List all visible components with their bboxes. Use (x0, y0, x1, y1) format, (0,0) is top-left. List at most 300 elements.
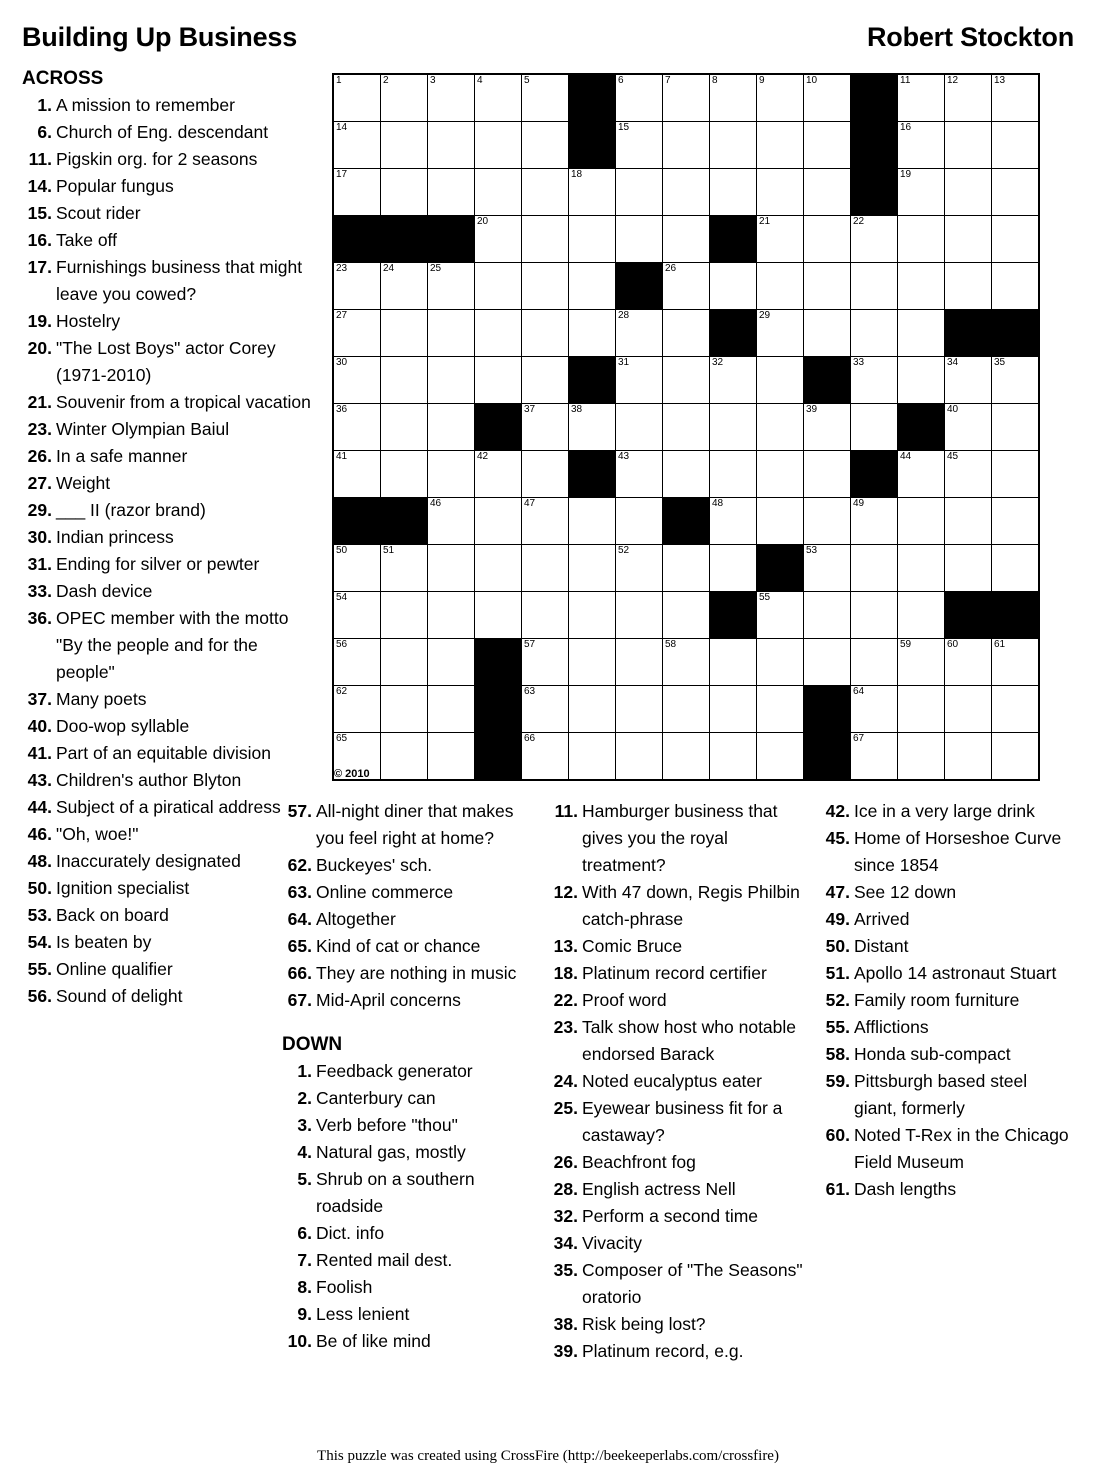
grid-cell[interactable] (898, 122, 945, 169)
grid-cell[interactable] (428, 545, 475, 592)
down-clue-item[interactable] (548, 1230, 816, 1257)
grid-cell[interactable] (333, 451, 381, 498)
grid-cell[interactable] (616, 216, 663, 263)
grid-cell[interactable] (757, 169, 804, 216)
grid-cell[interactable] (616, 498, 663, 545)
grid-cell[interactable] (475, 74, 522, 122)
grid-cell[interactable] (428, 169, 475, 216)
down-clue-item[interactable] (282, 1220, 542, 1247)
grid-cell[interactable] (804, 498, 851, 545)
across-clue-item[interactable] (22, 767, 314, 794)
grid-cell[interactable] (898, 639, 945, 686)
across-clue-item[interactable] (282, 879, 542, 906)
grid-row (333, 263, 1039, 310)
grid-cell[interactable] (851, 733, 898, 781)
across-clue-item[interactable] (22, 929, 314, 956)
grid-cell[interactable] (710, 404, 757, 451)
grid-cell[interactable] (992, 263, 1040, 310)
grid-cell[interactable] (804, 122, 851, 169)
down-clue-item[interactable] (282, 1328, 542, 1355)
grid-cell[interactable] (757, 122, 804, 169)
grid-cell[interactable] (381, 639, 428, 686)
grid-cell[interactable] (333, 404, 381, 451)
down-clue-text: English actress Nell (582, 1179, 736, 1199)
across-clue-item[interactable] (22, 335, 314, 389)
grid-cell[interactable] (945, 639, 992, 686)
grid-cell[interactable] (663, 545, 710, 592)
grid-cell-number: 60 (947, 639, 959, 650)
grid-cell[interactable] (522, 169, 569, 216)
grid-cell[interactable] (945, 216, 992, 263)
grid-cell[interactable] (616, 404, 663, 451)
page-header (22, 22, 1074, 56)
grid-cell[interactable] (333, 263, 381, 310)
grid-cell[interactable] (616, 310, 663, 357)
grid-cell[interactable] (522, 639, 569, 686)
down-clue-item[interactable] (282, 1139, 542, 1166)
grid-cell[interactable] (522, 733, 569, 781)
grid-cell[interactable] (522, 74, 569, 122)
grid-cell-number: 65 (336, 733, 348, 744)
grid-cell[interactable] (475, 216, 522, 263)
down-clue-item[interactable] (820, 798, 1074, 825)
grid-cell[interactable] (522, 263, 569, 310)
grid-cell[interactable] (569, 404, 616, 451)
across-clue-item[interactable] (22, 173, 314, 200)
grid-cell[interactable] (333, 545, 381, 592)
grid-cell[interactable] (710, 263, 757, 310)
grid-cell[interactable] (992, 404, 1040, 451)
across-clue-item[interactable] (22, 389, 314, 416)
grid-cell[interactable] (851, 263, 898, 310)
across-clue-item[interactable] (22, 821, 314, 848)
grid-cell[interactable] (381, 122, 428, 169)
grid-cell-block (710, 592, 757, 639)
grid-cell[interactable] (663, 310, 710, 357)
grid-cell[interactable] (616, 357, 663, 404)
down-clue-text: Home of Horseshoe Curve since 1854 (854, 828, 1062, 875)
grid-cell[interactable] (381, 357, 428, 404)
grid-cell[interactable] (522, 498, 569, 545)
grid-cell[interactable] (710, 639, 757, 686)
grid-cell[interactable] (428, 74, 475, 122)
grid-cell[interactable] (616, 686, 663, 733)
across-clue-number: 50. (27, 878, 52, 898)
down-clue-item[interactable] (548, 933, 816, 960)
down-clue-item[interactable] (820, 825, 1074, 879)
grid-cell[interactable] (381, 733, 428, 781)
grid-cell[interactable] (945, 545, 992, 592)
grid-cell[interactable] (851, 592, 898, 639)
grid-cell[interactable] (428, 639, 475, 686)
grid-cell[interactable] (898, 545, 945, 592)
grid-cell-number: 37 (524, 404, 536, 415)
grid-cell[interactable] (428, 498, 475, 545)
grid-cell-number: 16 (900, 122, 912, 133)
grid-cell[interactable] (428, 310, 475, 357)
grid-cell[interactable] (475, 592, 522, 639)
grid-cell[interactable] (710, 122, 757, 169)
down-clue-item[interactable] (820, 987, 1074, 1014)
grid-cell[interactable] (710, 733, 757, 781)
grid-cell[interactable] (616, 639, 663, 686)
down-clue-item[interactable] (282, 1274, 542, 1301)
grid-cell-number: 48 (712, 498, 724, 509)
grid-cell[interactable] (616, 169, 663, 216)
grid-cell[interactable] (757, 592, 804, 639)
grid-cell[interactable] (992, 169, 1040, 216)
grid-cell[interactable] (569, 733, 616, 781)
grid-cell[interactable] (522, 686, 569, 733)
grid-cell[interactable] (663, 263, 710, 310)
down-clue-item[interactable] (820, 1122, 1074, 1176)
grid-cell-block (569, 451, 616, 498)
grid-cell[interactable] (945, 404, 992, 451)
down-clue-item[interactable] (820, 906, 1074, 933)
grid-cell[interactable] (522, 122, 569, 169)
grid-cell-number: 51 (383, 545, 395, 556)
grid-cell[interactable] (710, 498, 757, 545)
down-clue-item[interactable] (548, 1068, 816, 1095)
down-clue-item[interactable] (820, 933, 1074, 960)
grid-cell[interactable] (333, 686, 381, 733)
grid-cell[interactable] (663, 74, 710, 122)
down-clue-item[interactable] (548, 1014, 816, 1068)
across-clue-item[interactable] (282, 933, 542, 960)
grid-cell[interactable] (333, 169, 381, 216)
grid-cell[interactable] (381, 310, 428, 357)
down-clue-item[interactable] (820, 1041, 1074, 1068)
grid-cell[interactable] (757, 404, 804, 451)
grid-cell[interactable] (804, 592, 851, 639)
grid-cell[interactable] (851, 216, 898, 263)
grid-cell[interactable] (804, 451, 851, 498)
across-clue-item[interactable] (282, 852, 542, 879)
grid-cell[interactable] (569, 310, 616, 357)
across-clue-item[interactable] (22, 119, 314, 146)
grid-cell[interactable] (333, 639, 381, 686)
grid-row (333, 733, 1039, 781)
grid-cell[interactable] (569, 263, 616, 310)
across-clue-item[interactable] (22, 902, 314, 929)
grid-cell[interactable] (992, 74, 1040, 122)
down-clue-number: 52. (825, 990, 850, 1010)
grid-cell[interactable] (851, 545, 898, 592)
grid-cell[interactable] (945, 498, 992, 545)
grid-cell[interactable] (757, 498, 804, 545)
grid-cell[interactable] (569, 592, 616, 639)
grid-cell[interactable] (333, 74, 381, 122)
grid-cell[interactable] (381, 404, 428, 451)
grid-cell-number: 6 (618, 75, 624, 86)
grid-cell[interactable] (522, 545, 569, 592)
grid-cell[interactable] (992, 498, 1040, 545)
across-clue-item[interactable] (22, 254, 314, 308)
grid-cell[interactable] (475, 310, 522, 357)
grid-cell[interactable] (851, 639, 898, 686)
down-clue-item[interactable] (548, 879, 816, 933)
across-clue-number: 19. (27, 311, 52, 331)
grid-cell[interactable] (992, 733, 1040, 781)
across-clue-item[interactable] (22, 686, 314, 713)
grid-cell[interactable] (663, 733, 710, 781)
down-clue-item[interactable] (548, 1149, 816, 1176)
grid-cell[interactable] (992, 357, 1040, 404)
across-clue-item[interactable] (282, 987, 542, 1014)
grid-cell[interactable] (663, 404, 710, 451)
across-clue-item[interactable] (22, 524, 314, 551)
grid-cell[interactable] (381, 686, 428, 733)
across-clue-item[interactable] (22, 956, 314, 983)
copyright-notice: © 2010 (334, 768, 370, 780)
grid-cell[interactable] (522, 451, 569, 498)
grid-cell[interactable] (757, 686, 804, 733)
grid-cell[interactable] (663, 639, 710, 686)
across-clue-item[interactable] (22, 497, 314, 524)
grid-cell[interactable] (804, 404, 851, 451)
crossword-grid[interactable] (332, 73, 1040, 781)
grid-cell[interactable] (851, 404, 898, 451)
down-clue-item[interactable] (820, 1068, 1074, 1122)
grid-cell-block (804, 357, 851, 404)
down-clue-number: 10. (287, 1331, 312, 1351)
grid-cell[interactable] (804, 216, 851, 263)
down-clue-item[interactable] (282, 1058, 542, 1085)
across-clue-item[interactable] (22, 983, 314, 1010)
grid-cell[interactable] (710, 74, 757, 122)
grid-cell[interactable] (804, 310, 851, 357)
across-clue-item[interactable] (22, 308, 314, 335)
grid-cell[interactable] (569, 686, 616, 733)
grid-cell[interactable] (898, 498, 945, 545)
grid-cell[interactable] (898, 686, 945, 733)
down-clue-item[interactable] (282, 1085, 542, 1112)
grid-cell-number: 28 (618, 310, 630, 321)
grid-cell[interactable] (381, 592, 428, 639)
grid-cell[interactable] (945, 169, 992, 216)
grid-cell[interactable] (945, 686, 992, 733)
grid-cell[interactable] (898, 592, 945, 639)
across-clue-item[interactable] (22, 92, 314, 119)
grid-cell[interactable] (710, 686, 757, 733)
across-clue-number: 30. (27, 527, 52, 547)
across-clue-item[interactable] (22, 470, 314, 497)
down-clue-item[interactable] (548, 1311, 816, 1338)
grid-cell[interactable] (710, 451, 757, 498)
grid-cell[interactable] (804, 263, 851, 310)
grid-cell[interactable] (992, 216, 1040, 263)
across-clue-item[interactable] (22, 443, 314, 470)
down-clue-item[interactable] (820, 1014, 1074, 1041)
grid-cell[interactable] (898, 216, 945, 263)
across-clue-item[interactable] (22, 740, 314, 767)
grid-cell[interactable] (757, 216, 804, 263)
down-clue-item[interactable] (282, 1301, 542, 1328)
grid-cell[interactable] (381, 545, 428, 592)
grid-cell[interactable] (804, 74, 851, 122)
grid-cell[interactable] (428, 686, 475, 733)
crossword-grid-table[interactable] (332, 73, 1040, 781)
down-clue-item[interactable] (282, 1166, 542, 1220)
grid-cell[interactable] (992, 451, 1040, 498)
grid-cell[interactable] (569, 545, 616, 592)
grid-cell-number: 63 (524, 686, 536, 697)
across-clue-item[interactable] (22, 794, 314, 821)
grid-cell-block (475, 733, 522, 781)
grid-cell[interactable] (475, 169, 522, 216)
grid-cell[interactable] (804, 169, 851, 216)
down-clue-item[interactable] (548, 1095, 816, 1149)
grid-cell[interactable] (616, 74, 663, 122)
across-clue-item[interactable] (282, 960, 542, 987)
grid-cell[interactable] (898, 451, 945, 498)
grid-cell[interactable] (992, 122, 1040, 169)
across-clue-item[interactable] (22, 713, 314, 740)
grid-cell[interactable] (475, 498, 522, 545)
grid-cell[interactable] (945, 122, 992, 169)
grid-cell[interactable] (992, 686, 1040, 733)
grid-cell[interactable] (428, 404, 475, 451)
grid-cell[interactable] (851, 310, 898, 357)
grid-cell[interactable] (569, 498, 616, 545)
grid-cell[interactable] (851, 357, 898, 404)
grid-cell[interactable] (475, 263, 522, 310)
grid-cell[interactable] (898, 74, 945, 122)
grid-cell[interactable] (710, 545, 757, 592)
grid-cell[interactable] (898, 263, 945, 310)
across-clue-item[interactable] (22, 146, 314, 173)
grid-cell[interactable] (333, 592, 381, 639)
grid-cell[interactable] (992, 639, 1040, 686)
grid-cell[interactable] (428, 357, 475, 404)
across-clue-item[interactable] (282, 798, 542, 852)
grid-cell[interactable] (475, 545, 522, 592)
grid-cell[interactable] (757, 74, 804, 122)
grid-cell[interactable] (945, 733, 992, 781)
across-clue-item[interactable] (22, 551, 314, 578)
grid-cell[interactable] (945, 451, 992, 498)
grid-cell[interactable] (616, 545, 663, 592)
grid-row (333, 639, 1039, 686)
grid-cell[interactable] (522, 592, 569, 639)
grid-cell[interactable] (757, 639, 804, 686)
grid-cell[interactable] (992, 545, 1040, 592)
grid-cell[interactable] (898, 733, 945, 781)
grid-cell[interactable] (757, 733, 804, 781)
across-clue-item[interactable] (282, 906, 542, 933)
grid-cell[interactable] (663, 169, 710, 216)
grid-cell[interactable] (663, 357, 710, 404)
grid-cell[interactable] (475, 122, 522, 169)
grid-cell[interactable] (475, 357, 522, 404)
grid-cell[interactable] (945, 357, 992, 404)
grid-cell[interactable] (757, 263, 804, 310)
grid-cell[interactable] (663, 592, 710, 639)
down-clue-item[interactable] (548, 960, 816, 987)
grid-cell[interactable] (522, 216, 569, 263)
across-clue-number: 64. (287, 909, 312, 929)
grid-cell[interactable] (333, 122, 381, 169)
grid-cell[interactable] (522, 404, 569, 451)
across-clue-item[interactable] (22, 416, 314, 443)
across-clue-item[interactable] (22, 875, 314, 902)
grid-cell[interactable] (757, 451, 804, 498)
across-clue-item[interactable] (22, 605, 314, 686)
grid-cell-block (710, 310, 757, 357)
grid-cell[interactable] (381, 169, 428, 216)
grid-cell[interactable] (616, 733, 663, 781)
down-clue-item[interactable] (548, 1203, 816, 1230)
grid-cell[interactable] (851, 686, 898, 733)
across-clue-item[interactable] (22, 848, 314, 875)
grid-cell-number: 59 (900, 639, 912, 650)
grid-cell-number: 22 (853, 216, 865, 227)
grid-cell[interactable] (428, 122, 475, 169)
down-clue-item[interactable] (282, 1247, 542, 1274)
grid-cell[interactable] (333, 310, 381, 357)
grid-cell[interactable] (663, 122, 710, 169)
grid-cell[interactable] (663, 451, 710, 498)
grid-cell[interactable] (428, 263, 475, 310)
grid-cell[interactable] (616, 122, 663, 169)
grid-cell[interactable] (663, 686, 710, 733)
grid-cell[interactable] (710, 357, 757, 404)
down-clue-item[interactable] (820, 1176, 1074, 1203)
grid-cell[interactable] (381, 74, 428, 122)
grid-cell[interactable] (663, 216, 710, 263)
grid-cell[interactable] (945, 263, 992, 310)
down-clue-item[interactable] (548, 987, 816, 1014)
grid-cell[interactable] (804, 639, 851, 686)
grid-cell[interactable] (522, 357, 569, 404)
down-clue-item[interactable] (820, 879, 1074, 906)
grid-cell[interactable] (710, 169, 757, 216)
grid-cell[interactable] (569, 216, 616, 263)
grid-cell[interactable] (898, 169, 945, 216)
grid-cell[interactable] (804, 545, 851, 592)
down-clue-item[interactable] (820, 960, 1074, 987)
grid-cell[interactable] (898, 357, 945, 404)
grid-cell[interactable] (522, 310, 569, 357)
down-clue-item[interactable] (548, 1338, 816, 1365)
across-clue-item[interactable] (22, 200, 314, 227)
grid-cell[interactable] (428, 733, 475, 781)
grid-cell[interactable] (428, 451, 475, 498)
down-clue-item[interactable] (548, 1257, 816, 1311)
grid-cell[interactable] (757, 310, 804, 357)
grid-cell[interactable] (475, 451, 522, 498)
across-clue-item[interactable] (22, 578, 314, 605)
across-clue-item[interactable] (22, 227, 314, 254)
down-clue-item[interactable] (548, 1176, 816, 1203)
grid-cell[interactable] (428, 592, 475, 639)
grid-cell[interactable] (616, 592, 663, 639)
across-clue-text: Mid-April concerns (316, 990, 461, 1010)
grid-cell[interactable] (757, 357, 804, 404)
down-clue-item[interactable] (548, 798, 816, 879)
grid-cell[interactable] (569, 639, 616, 686)
grid-cell[interactable] (616, 451, 663, 498)
grid-cell[interactable] (381, 263, 428, 310)
down-clue-text: Shrub on a southern roadside (316, 1169, 475, 1216)
grid-cell[interactable] (851, 498, 898, 545)
grid-cell[interactable] (569, 169, 616, 216)
grid-cell[interactable] (333, 357, 381, 404)
grid-cell[interactable] (898, 310, 945, 357)
grid-cell[interactable] (945, 74, 992, 122)
down-clue-item[interactable] (282, 1112, 542, 1139)
grid-cell[interactable] (381, 451, 428, 498)
